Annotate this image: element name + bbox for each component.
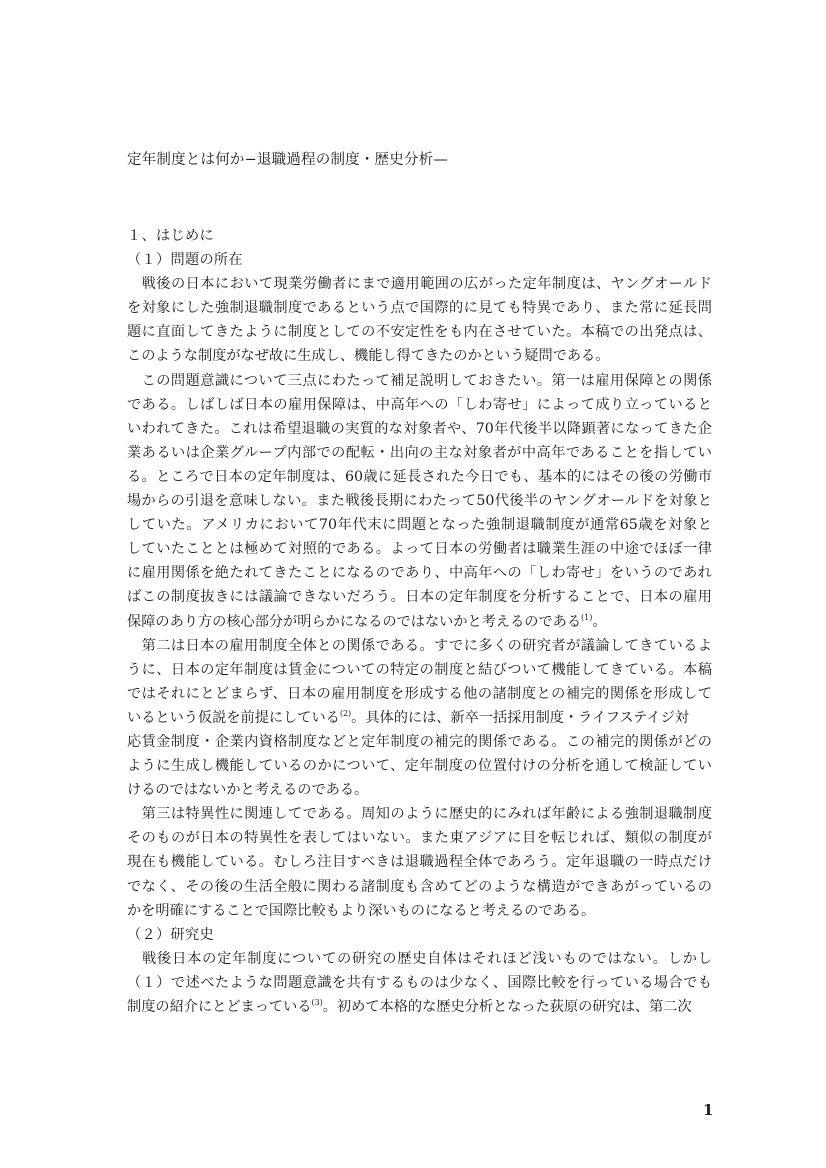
text-line xyxy=(127,682,712,706)
document-title: 定年制度とは何か−退職過程の制度・歴史分析— xyxy=(127,152,449,168)
section-heading xyxy=(127,248,712,272)
line-text: （２）研究史 xyxy=(127,926,214,943)
line-text: 保障のあり方の核心部分が明らかになるのではないかと考えるのである xyxy=(127,613,582,630)
text-line xyxy=(127,393,712,417)
line-text: （１）問題の所在 xyxy=(127,252,243,269)
line-text-continued: 。 xyxy=(592,613,607,630)
text-line xyxy=(127,730,712,754)
line-text: 第二は日本の雇用制度全体との関係である。すでに多くの研究者が議論してきているよ xyxy=(127,637,712,654)
line-text: この問題意識について三点にわたって補足説明しておきたい。第一は雇用保障との関係 xyxy=(127,372,712,389)
line-text: いるという仮説を前提にしている xyxy=(127,709,340,726)
line-text: 場からの引退を意味しない。また戦後長期にわたって50代後半のヤングオールドを対象と xyxy=(127,493,712,510)
text-line xyxy=(127,899,712,923)
body-text xyxy=(127,224,712,1019)
text-line xyxy=(127,754,712,778)
footnote-marker[interactable]: (1) xyxy=(581,612,593,622)
text-line xyxy=(127,971,712,995)
line-text: していたこととは極めて対照的である。よって日本の労働者は職業生涯の中途でほぼ一律 xyxy=(127,541,712,558)
line-text: かを明確にすることで国際比較もより深いものになると考えるのである。 xyxy=(127,902,596,919)
text-line xyxy=(127,489,712,513)
line-text: （１）で述べたような問題意識を共有するものは少なく、国際比較を行っている場合でも xyxy=(127,974,712,991)
line-text: していた。アメリカにおいて70年代末に問題となった強制退職制度が通常65歳を対象と xyxy=(127,517,712,534)
line-text: 題に直面してきたように制度としての不安定性をも内在させていた。本稿での出発点は、 xyxy=(127,324,712,341)
text-line xyxy=(127,296,712,320)
text-line xyxy=(127,802,712,826)
line-text: 戦後日本の定年制度についての研究の歴史自体はそれほど浅いものではない。しかし xyxy=(127,950,712,967)
line-text: そのものが日本の特異性を表してはいない。また東アジアに目を転じれば、類似の制度が xyxy=(127,830,712,847)
text-line xyxy=(127,369,712,393)
text-line xyxy=(127,344,712,368)
section-heading xyxy=(127,224,712,248)
line-text: いわれてきた。これは希望退職の実質的な対象者や、70年代後半以降顕著になってきた企 xyxy=(127,420,712,437)
text-line xyxy=(127,850,712,874)
text-line xyxy=(127,465,712,489)
text-line xyxy=(127,995,712,1019)
line-text: 応賃金制度・企業内資格制度などと定年制度の補完的関係である。この補完的関係がどの xyxy=(127,733,712,750)
text-line xyxy=(127,778,712,802)
text-line xyxy=(127,272,712,296)
footnote-marker[interactable]: (2) xyxy=(339,708,352,718)
line-text: 制度の紹介にとどまっている xyxy=(127,999,312,1015)
line-text: このような制度がなぜ故に生成し、機能し得てきたのかという疑問である。 xyxy=(127,348,610,365)
line-text-continued: 。初めて本格的な歴史分析となった荻原の研究は、第二次 xyxy=(322,999,692,1015)
line-text: ばこの制度抜きには議論できないだろう。日本の定年制度を分析することで、日本の雇用 xyxy=(127,589,712,606)
line-text: 第三は特異性に関連してである。周知のように歴史的にみれば年齢による強制退職制度 xyxy=(127,806,712,823)
line-text-continued: 。具体的には、新卒一括採用制度・ライフステイジ対 xyxy=(351,709,689,726)
text-line xyxy=(127,875,712,899)
line-text: 戦後の日本において現業労働者にまで適用範囲の広がった定年制度は、ヤングオールド xyxy=(127,276,712,293)
text-line xyxy=(127,706,712,730)
footnote-marker[interactable]: (3) xyxy=(311,998,323,1007)
line-text: る。ところで日本の定年制度は、60歳に延長された今日でも、基本的にはその後の労働市 xyxy=(127,468,712,485)
line-text: でなく、その後の生活全般に関わる諸制度も含めてどのような構造ができあがっているの xyxy=(127,878,712,895)
line-text: を対象にした強制退職制度であるという点で国際的に見ても特異であり、また常に延長問 xyxy=(127,300,712,317)
text-line xyxy=(127,585,712,609)
text-line xyxy=(127,947,712,971)
line-text: 業あるいは企業グループ内部での配転・出向の主な対象者が中高年であることを指してい xyxy=(127,444,712,461)
line-text: に雇用関係を絶たれてきたことになるのであり、中高年への「しわ寄せ」をいうのであれ xyxy=(127,565,712,582)
text-line xyxy=(127,658,712,682)
line-text: 現在も機能している。むしろ注目すべきは退職過程全体であろう。定年退職の一時点だけ xyxy=(127,854,712,871)
page-number: 1 xyxy=(703,1101,714,1119)
text-line xyxy=(127,513,712,537)
line-text: ように生成し機能しているのかについて、定年制度の位置付けの分析を通して検証してい xyxy=(127,758,712,775)
text-line xyxy=(127,441,712,465)
line-text: けるのではないかと考えるのである。 xyxy=(127,782,369,799)
line-text: ではそれにとどまらず、日本の雇用制度を形成する他の諸制度との補完的関係を形成して xyxy=(127,685,712,702)
line-text: うに、日本の定年制度は賃金についての特定の制度と結びついて機能してきている。本稿 xyxy=(127,661,712,678)
text-line xyxy=(127,561,712,585)
section-heading xyxy=(127,923,712,947)
text-line xyxy=(127,320,712,344)
text-line xyxy=(127,826,712,850)
line-text: である。しばしば日本の雇用保障は、中高年への「しわ寄せ」によって成り立っていると xyxy=(127,396,712,413)
text-line xyxy=(127,537,712,561)
text-line xyxy=(127,634,712,658)
line-text: １、はじめに xyxy=(127,228,214,244)
text-line xyxy=(127,610,712,634)
text-line xyxy=(127,417,712,441)
